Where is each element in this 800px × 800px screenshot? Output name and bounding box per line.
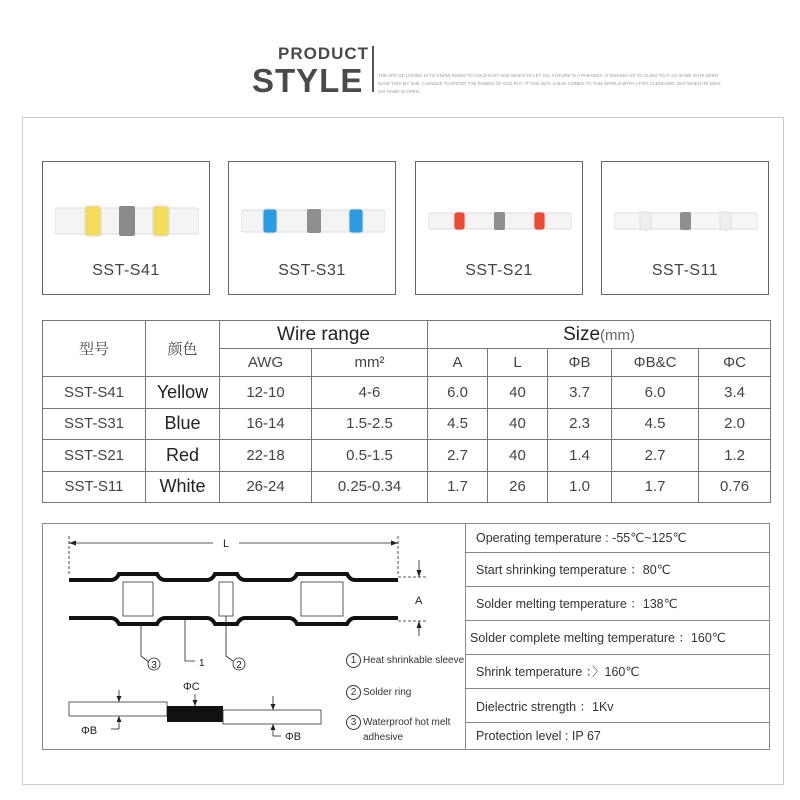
legend-item-3 [346, 715, 450, 730]
cell-b: 3.7 [548, 377, 612, 409]
solder-ring-color [720, 212, 731, 230]
dimension-diagram [42, 523, 466, 750]
header-wire-range: Wire range [220, 321, 428, 349]
label-phib-right: ΦB [285, 731, 302, 743]
cell-awg: 22-18 [220, 440, 312, 472]
header-divider [372, 46, 374, 92]
label-phib-left: ΦB [81, 725, 98, 737]
cell-awg: 16-14 [220, 408, 312, 440]
spec-table [42, 320, 771, 503]
cell-a: 4.5 [428, 408, 488, 440]
header-size-unit: (mm) [600, 326, 636, 344]
cell-l: 40 [488, 440, 548, 472]
cell-mm2: 1.5-2.5 [312, 408, 428, 440]
product-card-label: SST-S21 [465, 262, 533, 279]
solder-ring-color [640, 212, 651, 230]
cell-color: Blue [146, 408, 220, 440]
cell-color: Yellow [146, 377, 220, 409]
cell-model: SST-S31 [43, 408, 146, 440]
table-row [43, 440, 771, 472]
cell-c: 2.0 [699, 408, 771, 440]
label-phic: ΦC [183, 681, 200, 693]
callout-1: 1 [199, 658, 205, 669]
legend-number: 3 [346, 715, 361, 730]
header-phibc: ΦB&C [612, 349, 699, 377]
product-card-s31 [228, 161, 396, 295]
property-shrink-temp: Shrink temperature ：〉160℃ [466, 654, 770, 688]
callout-2: 2 [236, 660, 242, 671]
cell-c: 0.76 [699, 471, 771, 503]
cell-bc: 1.7 [612, 471, 699, 503]
header-style: STYLE [252, 62, 364, 99]
legend-item-1 [346, 653, 464, 668]
cell-a: 6.0 [428, 377, 488, 409]
cell-a: 2.7 [428, 440, 488, 472]
solder-ring-color [534, 212, 545, 230]
cell-bc: 6.0 [612, 377, 699, 409]
property-operating-temp: Operating temperature : -55℃~125℃ [466, 524, 770, 553]
connector-image [55, 202, 199, 240]
legend-text: Waterproof hot melt [363, 717, 451, 728]
product-card-s11 [601, 161, 769, 295]
product-card-label: SST-S31 [278, 262, 346, 279]
header-mm2: mm² [312, 349, 428, 377]
header-size [428, 321, 771, 349]
header-color: 颜色 [146, 321, 220, 377]
cell-color: Red [146, 440, 220, 472]
cell-c: 1.2 [699, 440, 771, 472]
cell-b: 1.0 [548, 471, 612, 503]
property-row [466, 586, 770, 620]
property-dielectric: Dielectric strength ：1Kv [466, 689, 770, 723]
connector-image [428, 202, 572, 240]
header-size-text: Size [563, 323, 601, 345]
header-phib: ΦB [548, 349, 612, 377]
property-row [466, 689, 770, 723]
property-row [466, 654, 770, 688]
cell-b: 2.3 [548, 408, 612, 440]
cell-mm2: 0.5-1.5 [312, 440, 428, 472]
header-a: A [428, 349, 488, 377]
cell-a: 1.7 [428, 471, 488, 503]
cell-model: SST-S11 [43, 471, 146, 503]
solder-ring-color [85, 206, 101, 236]
product-card-s21 [415, 161, 583, 295]
property-row [466, 723, 770, 750]
cell-mm2: 0.25-0.34 [312, 471, 428, 503]
cell-b: 1.4 [548, 440, 612, 472]
callout-3: 3 [151, 660, 157, 671]
cell-bc: 2.7 [612, 440, 699, 472]
property-row [466, 524, 770, 553]
solder-ring-color [454, 212, 465, 230]
header-awg: AWG [220, 349, 312, 377]
table-row [43, 408, 771, 440]
legend-text: Solder ring [363, 687, 412, 698]
cell-l: 40 [488, 377, 548, 409]
cell-c: 3.4 [699, 377, 771, 409]
cell-bc: 4.5 [612, 408, 699, 440]
table-row [43, 377, 771, 409]
table-row [43, 471, 771, 503]
legend-text: Heat shrinkable sleeve [363, 655, 465, 666]
header-phic: ΦC [699, 349, 771, 377]
product-card-s41 [42, 161, 210, 295]
cell-l: 40 [488, 408, 548, 440]
legend-number: 2 [346, 685, 361, 700]
property-row [466, 620, 770, 654]
cell-mm2: 4-6 [312, 377, 428, 409]
solder-ring-color [349, 209, 363, 233]
cell-l: 26 [488, 471, 548, 503]
cell-model: SST-S41 [43, 377, 146, 409]
header-model: 型号 [43, 321, 146, 377]
legend-item-2 [346, 685, 411, 700]
property-solder-melting: Solder melting temperature ：138℃ [466, 586, 770, 620]
property-row [466, 552, 770, 586]
properties-table [465, 523, 770, 750]
cell-awg: 12-10 [220, 377, 312, 409]
header-small-text: THE ART OF LOVING IS TO KNOW WHEN TO HOLD FAST AND WHEN TO LET GO. FUTURE IS A PARADOX. IT ENDING US TO CLING TO IT AS IN WE GATE BEEN NAVE THIS MY SHE. A SINGLE TO ENTER THE RABBIS OF OLD PUT. IT THIS WAY. A MAN COMES TO THIS WORLD WITH A FIST CLENCHED, BUT WHEN HE DIES, HIS HAND IS OPEN. [378, 73, 722, 94]
solder-ring-color [263, 209, 277, 233]
property-solder-complete: Solder complete melting temperature ：160℃ [466, 620, 770, 654]
header-product: PRODUCT [278, 44, 370, 63]
connector-image [241, 202, 385, 240]
property-protection: Protection level : IP 67 [466, 723, 770, 750]
header-l: L [488, 349, 548, 377]
legend-number: 1 [346, 653, 361, 668]
product-card-label: SST-S41 [92, 262, 160, 279]
solder-ring-color [153, 206, 169, 236]
property-start-shrinking: Start shrinking temperature ：80℃ [466, 552, 770, 586]
legend-item-3-line2: adhesive [363, 732, 404, 743]
cell-model: SST-S21 [43, 440, 146, 472]
label-l: L [222, 538, 230, 550]
label-a: A [415, 595, 423, 607]
cell-awg: 26-24 [220, 471, 312, 503]
cell-color: White [146, 471, 220, 503]
connector-image [614, 202, 758, 240]
product-card-label: SST-S11 [651, 262, 719, 279]
